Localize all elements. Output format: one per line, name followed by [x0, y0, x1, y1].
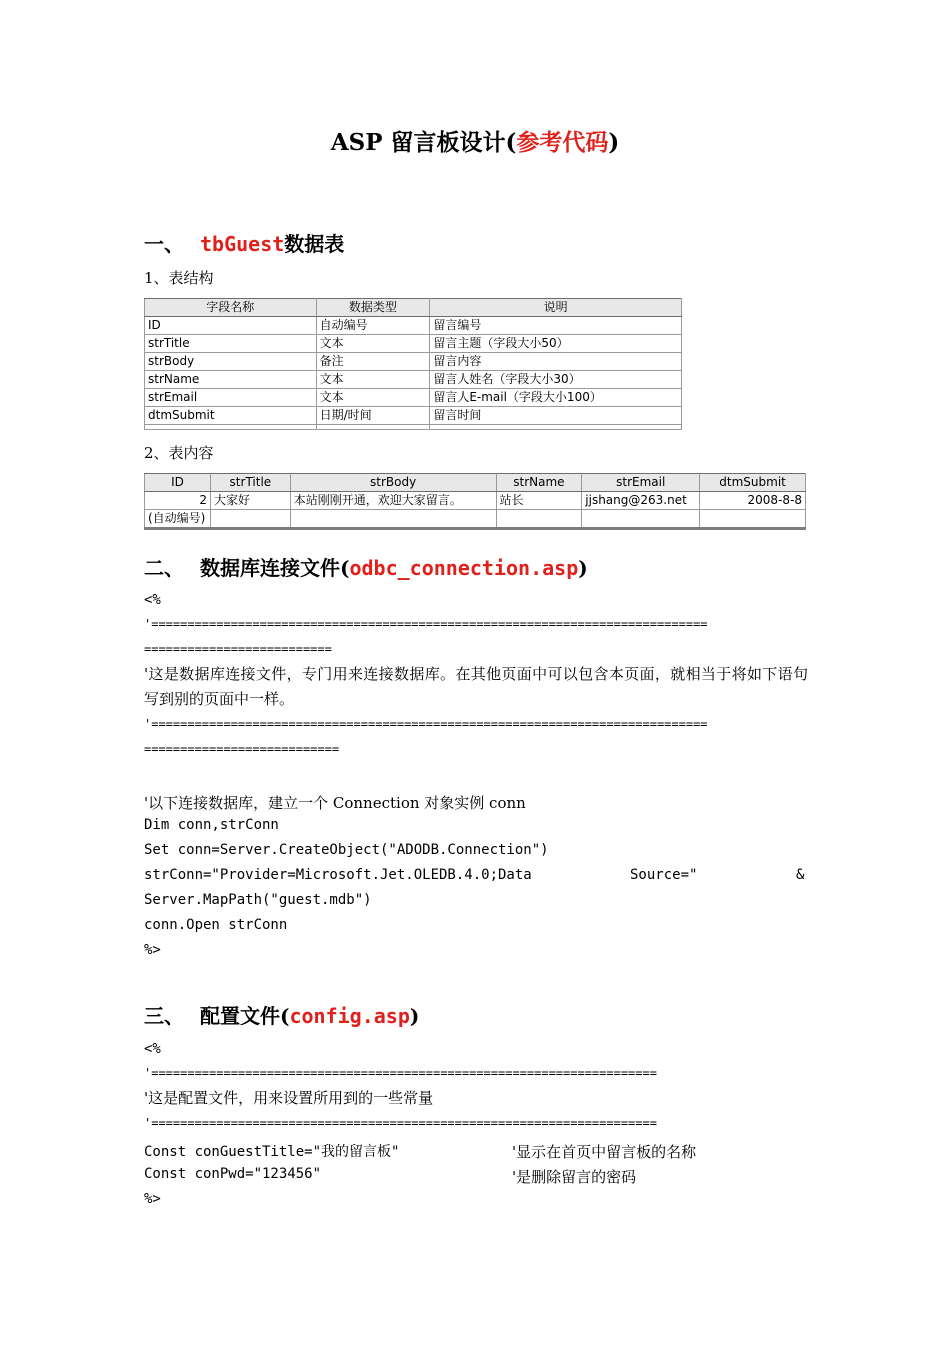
table-cell: 留言时间: [430, 407, 682, 425]
table-cell: [210, 510, 290, 528]
table-row: [145, 317, 682, 335]
table-header-cell: strBody: [290, 474, 496, 492]
code-line: Const conGuestTitle="我的留言板": [144, 1144, 400, 1160]
table-header-cell: 说明: [430, 299, 682, 317]
table-cell: 自动编号: [316, 317, 430, 335]
title-text: ASP 留言板设计(: [330, 129, 517, 156]
table-cell: 留言人E-mail（字段大小100）: [430, 389, 682, 407]
table-cell-empty: [145, 425, 317, 430]
table-cell: 留言人姓名（字段大小30）: [430, 371, 682, 389]
table-cell: 留言主题（字段大小50）: [430, 335, 682, 353]
table-row: [145, 371, 682, 389]
section3-heading: [144, 1000, 419, 1029]
code-line: &: [796, 867, 805, 883]
table-cell: 文本: [316, 389, 430, 407]
separator-line: ===========================: [144, 742, 340, 756]
separator-line: '=============================================================================: [144, 717, 708, 731]
title-highlight: 参考代码: [516, 129, 609, 156]
table-cell: 备注: [316, 353, 430, 371]
section1-heading: [144, 228, 344, 257]
code-comment: '这是数据库连接文件，专门用来连接数据库。在其他页面中可以包含本页面，就相当于将如下语句写到别的页面中一样。: [144, 665, 808, 708]
code-line: Const conPwd="123456": [144, 1166, 322, 1182]
separator-line: '=============================================================================: [144, 617, 708, 631]
table-row: [145, 492, 806, 510]
table-cell: 留言编号: [430, 317, 682, 335]
code-comment-inline: '显示在首页中留言板的名称: [512, 1143, 697, 1161]
code-line: strConn="Provider=Microsoft.Jet.OLEDB.4.0;Data: [144, 867, 532, 883]
table-cell: 2008-8-8: [700, 492, 806, 510]
section3-number: 三、: [144, 1004, 184, 1028]
structure-header-row: [145, 299, 682, 317]
code-open-tag: <%: [144, 592, 161, 608]
table-header-cell: strTitle: [210, 474, 290, 492]
table-row: [145, 389, 682, 407]
section1-sub2: 2、表内容: [144, 444, 214, 462]
section3-name: 配置文件(: [200, 1004, 290, 1028]
structure-table: [144, 298, 682, 430]
section1-number: 一、: [144, 232, 184, 256]
section1-name-highlight: tbGuest: [200, 232, 285, 256]
table-row: [145, 353, 682, 371]
section2-number: 二、: [144, 556, 184, 580]
table-header-cell: strName: [496, 474, 582, 492]
code-line: Server.MapPath("guest.mdb"): [144, 892, 372, 908]
separator-line: ==========================: [144, 642, 332, 656]
table-cell: [700, 510, 806, 528]
table-cell: 留言内容: [430, 353, 682, 371]
table-cell: [496, 510, 582, 528]
section2-name-highlight: odbc_connection.asp: [349, 556, 579, 580]
code-line: '以下连接数据库，建立一个 Connection 对象实例 conn: [144, 794, 526, 812]
table-row-empty: [145, 425, 682, 430]
table-cell: strTitle: [145, 335, 317, 353]
section3-name-end: ): [409, 1004, 420, 1028]
title-end: ): [608, 129, 620, 156]
document-title: [0, 124, 950, 157]
table-cell: dtmSubmit: [145, 407, 317, 425]
code-open-tag: <%: [144, 1041, 161, 1057]
table-cell: 2: [145, 492, 211, 510]
code-comment: '这是配置文件，用来设置所用到的一些常量: [144, 1089, 434, 1107]
table-cell: 本站刚刚开通，欢迎大家留言。: [290, 492, 496, 510]
table-cell: jjshang@263.net: [582, 492, 700, 510]
section1-sub1: 1、表结构: [144, 269, 214, 287]
section2-heading: [144, 552, 588, 581]
content-table-bottom-bar: [144, 527, 806, 530]
table-cell: 文本: [316, 371, 430, 389]
table-cell: 文本: [316, 335, 430, 353]
table-cell: ID: [145, 317, 317, 335]
table-row: [145, 335, 682, 353]
table-cell: 日期/时间: [316, 407, 430, 425]
separator-line: '======================================================================: [144, 1116, 657, 1130]
code-line: Set conn=Server.CreateObject("ADODB.Connection"): [144, 842, 549, 858]
table-cell: strEmail: [145, 389, 317, 407]
table-cell: [582, 510, 700, 528]
section1-name: 数据表: [284, 232, 345, 256]
code-line: Source=": [630, 867, 698, 883]
table-cell: strName: [145, 371, 317, 389]
content-table: [144, 473, 806, 528]
table-header-cell: ID: [145, 474, 211, 492]
code-comment-inline: '是删除留言的密码: [512, 1168, 637, 1186]
code-close-tag: %>: [144, 1191, 161, 1207]
table-header-cell: strEmail: [582, 474, 700, 492]
table-row: [145, 407, 682, 425]
table-cell: [290, 510, 496, 528]
content-header-row: [145, 474, 806, 492]
table-cell-empty: [316, 425, 430, 430]
table-header-cell: 数据类型: [316, 299, 430, 317]
section2-name: 数据库连接文件(: [200, 556, 350, 580]
table-cell-empty: [430, 425, 682, 430]
table-header-cell: dtmSubmit: [700, 474, 806, 492]
section3-name-highlight: config.asp: [289, 1004, 410, 1028]
table-header-cell: 字段名称: [145, 299, 317, 317]
separator-line: '======================================================================: [144, 1066, 657, 1080]
table-cell: (自动编号): [145, 510, 211, 528]
table-cell: 站长: [496, 492, 582, 510]
table-cell: strBody: [145, 353, 317, 371]
code-close-tag: %>: [144, 942, 161, 958]
code-line: Dim conn,strConn: [144, 817, 279, 833]
table-row: [145, 510, 806, 528]
table-cell: 大家好: [210, 492, 290, 510]
section2-name-end: ): [578, 556, 588, 580]
code-line: conn.Open strConn: [144, 917, 288, 933]
